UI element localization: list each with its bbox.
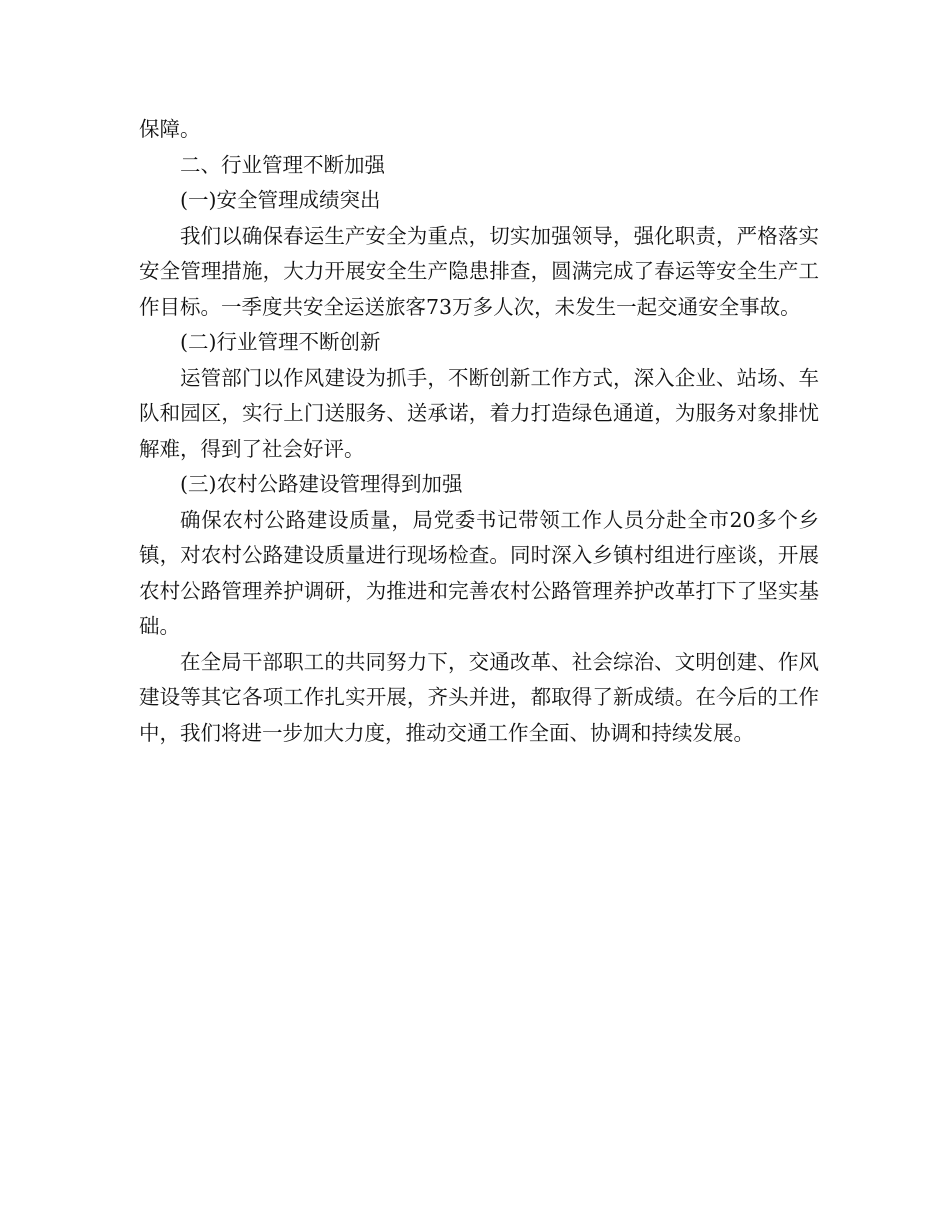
subsection-heading-innovation: (二)行业管理不断创新	[180, 330, 381, 354]
paragraph-rural-roads: 确保农村公路建设质量，局党委书记带领工作人员分赴全市20多个乡镇，对农村公路建设质量进行现场检查。同时深入乡镇村组进行座谈，开展农村公路管理养护调研，为推进和完善农村公路管理养护改革打下了坚实基础。	[139, 507, 819, 638]
paragraph-innovation: 运管部门以作风建设为抓手，不断创新工作方式，深入企业、站场、车队和园区，实行上门送服务、送承诺，着力打造绿色通道，为服务对象排忧解难，得到了社会好评。	[139, 365, 819, 461]
subsection-heading-safety: (一)安全管理成绩突出	[180, 188, 381, 212]
paragraph-safety: 我们以确保春运生产安全为重点，切实加强领导，强化职责，严格落实安全管理措施，大力开展安全生产隐患排查，圆满完成了春运等安全生产工作目标。一季度共安全运送旅客73万多人次，未发生一起交通安全事故。	[139, 223, 819, 319]
document-body	[139, 112, 819, 751]
section-heading-industry-management: 二、行业管理不断加强	[180, 152, 385, 177]
subsection-heading-rural-roads: (三)农村公路建设管理得到加强	[180, 472, 463, 496]
paragraph-conclusion: 在全局干部职工的共同努力下，交通改革、社会综治、文明创建、作风建设等其它各项工作扎实开展，齐头并进，都取得了新成绩。在今后的工作中，我们将进一步加大力度，推动交通工作全面、协调和持续发展。	[139, 649, 819, 745]
paragraph-continuation: 保障。	[139, 117, 201, 141]
